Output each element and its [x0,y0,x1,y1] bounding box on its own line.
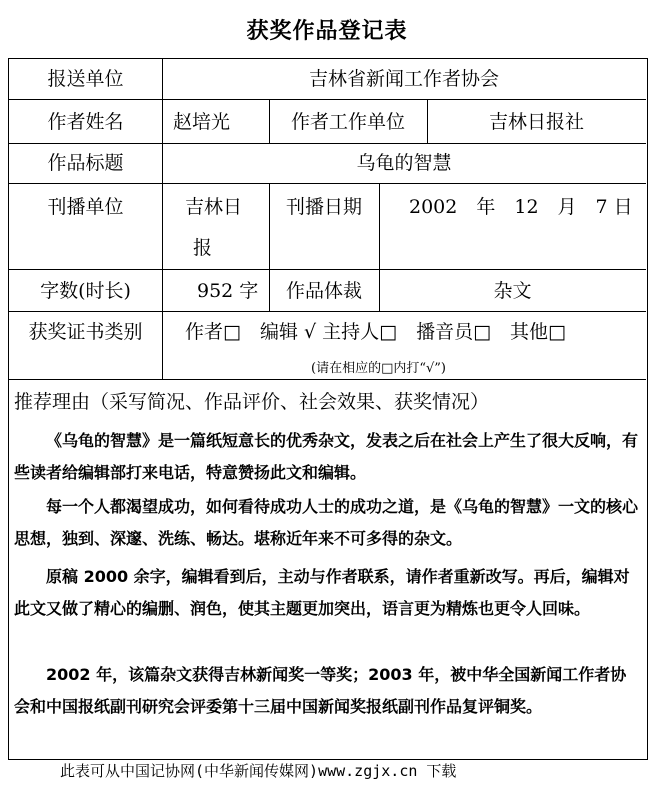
reason-paragraph-1: 《乌龟的智慧》是一篇纸短意长的优秀杂文，发表之后在社会上产生了很大反响，有些读者给编辑部打来电话，特意赞扬此文和编辑。 [14,431,639,482]
work-title-label: 作品标题 [47,152,124,174]
form-title: 获奖作品登记表 [246,19,408,44]
pub-unit-value-line1: 吉林日 [185,196,243,218]
cert-type-note: (请在相应的□内打“√”) [311,361,447,376]
download-note: 此表可从中国记协网(中华新闻传媒网)www.zgjx.cn 下载 [60,762,457,780]
reason-heading: 推荐理由（采写简况、作品评价、社会效果、获奖情况） [14,391,490,413]
genre-label: 作品体裁 [285,280,362,302]
registration-table [8,58,648,760]
pub-date-value: 2002 年 12 月 7 日 [409,196,633,218]
work-title-value: 乌龟的智慧 [356,152,452,174]
cert-type-options: 作者□ 编辑 √ 主持人□ 播音员□ 其他□ [185,321,566,343]
submit-unit-value: 吉林省新闻工作者协会 [308,68,499,90]
author-value: 赵培光 [173,111,231,133]
reason-paragraph-3: 原稿 2000 余字，编辑看到后，主动与作者联系，请作者重新改写。再后，编辑对此文又做了精心的编删、润色，使其主题更加突出，语言更为精炼也更令人回味。 [14,567,630,618]
pub-unit-value-line2: 报 [193,237,213,259]
pub-unit-label: 刊播单位 [47,196,124,218]
author-unit-value: 吉林日报社 [488,111,584,133]
word-count-value: 952 字 [197,280,259,302]
author-label: 作者姓名 [47,111,124,133]
pub-date-label: 刊播日期 [285,196,362,218]
author-unit-label: 作者工作单位 [290,111,405,133]
submit-unit-label: 报送单位 [47,68,124,90]
word-count-label: 字数(时长) [40,280,131,302]
genre-value: 杂文 [493,280,532,302]
cert-type-label: 获奖证书类别 [28,321,143,343]
reason-paragraph-2: 每一个人都渴望成功，如何看待成功人士的成功之道，是《乌龟的智慧》一文的核心思想，独到、深邃、洗练、畅达。堪称近年来不可多得的杂文。 [14,497,639,548]
reason-paragraph-4: 2002 年，该篇杂文获得吉林新闻奖一等奖；2003 年，被中华全国新闻工作者协会和中国报纸副刊研究会评委第十三届中国新闻奖报纸副刊作品复评铜奖。 [14,665,627,716]
